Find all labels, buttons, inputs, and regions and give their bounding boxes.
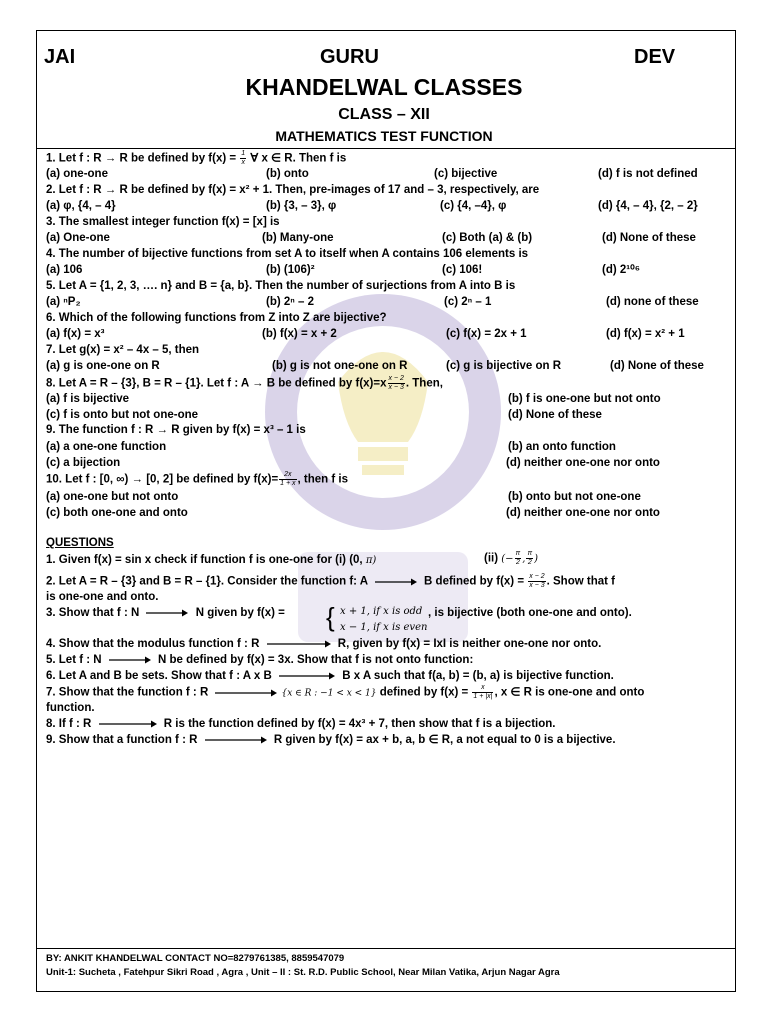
question-8-pre: 8. If f : R — [46, 718, 92, 730]
mcq-1-stem — [46, 150, 346, 167]
footer-divider — [36, 948, 736, 949]
mcq-6-option-c: (c) f(x) = 2x + 1 — [446, 328, 527, 340]
mcq-7-stem: 7. Let g(x) = x² – 4x – 5, then — [46, 344, 200, 356]
question-3-tail: , is bijective (both one-one and onto). — [428, 607, 632, 619]
mcq-4-option-c: (c) 106! — [442, 264, 483, 276]
interval-close: ) — [534, 553, 539, 565]
interval-comma: , — [522, 553, 526, 565]
mcq-1-fraction — [240, 150, 246, 167]
mcq-10-option-a: (a) one-one but not onto — [46, 491, 179, 503]
mcq-7-option-d: (d) None of these — [610, 360, 704, 372]
question-9-pre: 9. Show that a function f : R — [46, 734, 198, 746]
question-9 — [46, 733, 616, 747]
question-4-post: R, given by f(x) = IxI is neither one-one nor onto. — [337, 638, 602, 650]
fraction-denominator: x — [241, 159, 245, 166]
pi-symbol: π) — [365, 555, 377, 566]
mcq-1-option-a: (a) one-one — [46, 168, 108, 180]
fraction-numerator: π — [527, 550, 533, 557]
class-label: CLASS – XII — [338, 106, 430, 123]
fraction-denominator: 1 + |x| — [473, 693, 493, 700]
question-5-pre: 5. Let f : N — [46, 654, 102, 666]
question-3-mid: N given by f(x) = — [195, 607, 285, 619]
question-7-line2: function. — [46, 702, 95, 714]
fraction-denominator: x − 3 — [529, 582, 545, 589]
interval-fraction-1 — [515, 550, 522, 567]
fraction-numerator: x − 2 — [529, 573, 545, 580]
arrow-icon — [146, 609, 188, 617]
question-2-pre: 2. Let A = R – {3} and B = R – {1}. Consider the function f: A — [46, 575, 368, 588]
header-guru: GURU — [320, 46, 379, 68]
mcq-10-tail: , then f is — [297, 473, 349, 486]
mcq-8-option-a: (a) f is bijective — [46, 393, 130, 405]
mcq-1-text: 1. Let f : R → R be defined by f(x) = — [46, 152, 237, 165]
mcq-8-option-c: (c) f is onto but not one-one — [46, 409, 199, 421]
header-jai: JAI — [44, 46, 76, 68]
test-subtitle: MATHEMATICS TEST FUNCTION — [275, 128, 493, 144]
mcq-8-stem — [46, 375, 443, 392]
mcq-1-option-b: (b) onto — [266, 168, 309, 180]
mcq-4-option-d: (d) 2¹⁰⁶ — [602, 264, 641, 276]
mcq-3-option-c: (c) Both (a) & (b) — [442, 232, 533, 244]
part-ii-label: (ii) — [484, 552, 499, 565]
interval-fraction-2 — [526, 550, 533, 567]
mcq-6-stem: 6. Which of the following functions from Z into Z are bijective? — [46, 312, 387, 324]
mcq-10-option-c: (c) both one-one and onto — [46, 507, 188, 519]
mcq-10-option-b: (b) onto but not one-one — [508, 491, 641, 503]
mcq-9-stem: 9. The function f : R → R given by f(x) = x³ – 1 is — [46, 424, 306, 436]
piecewise-case-1: x + 1, if x is odd — [340, 606, 423, 617]
question-7 — [46, 684, 644, 701]
question-2-fraction — [528, 573, 545, 590]
mcq-2-option-d: (d) {4, – 4}, {2, – 2} — [598, 200, 698, 212]
question-6-post: B x A such that f(a, b) = (b, a) is bijective function. — [342, 670, 614, 682]
mcq-10-fraction — [279, 471, 296, 488]
footer-address: Unit-1: Sucheta , Fatehpur Sikri Road , Agra , Unit – II : St. R.D. Public School, Near Milan Vatika, Arjun Nagar Agra — [46, 967, 560, 978]
question-1 — [46, 553, 376, 568]
question-3 — [46, 606, 285, 620]
question-4 — [46, 637, 601, 651]
question-7-mid: defined by f(x) = — [379, 686, 469, 699]
question-7-set: {x ∈ R : −1 < x < 1} — [281, 688, 377, 699]
interval-open: (− — [501, 553, 514, 565]
arrow-icon — [205, 736, 267, 744]
mcq-3-option-b: (b) Many-one — [262, 232, 334, 244]
footer-author-contact: BY: ANKIT KHANDELWAL CONTACT NO=8279761385, 8859547079 — [46, 953, 345, 964]
question-2-tail: . Show that f — [546, 575, 615, 588]
mcq-9-option-d: (d) neither one-one nor onto — [506, 457, 660, 469]
question-1-text: 1. Given f(x) = sin x check if function f is one-one for (i) (0, — [46, 554, 363, 566]
arrow-icon — [267, 640, 331, 648]
mcq-1-option-d: (d) f is not defined — [598, 168, 698, 180]
mcq-9-option-b: (b) an onto function — [508, 441, 616, 453]
mcq-5-option-d: (d) none of these — [606, 296, 699, 308]
mcq-5-option-a: (a) ⁿP₂ — [46, 296, 81, 308]
mcq-8-text: 8. Let A = R – {3}, B = R – {1}. Let f : A → B be defined by f(x)=x — [46, 377, 387, 390]
mcq-5-stem: 5. Let A = {1, 2, 3, …. n} and B = {a, b}. Then the number of surjections from A into B is — [46, 280, 516, 292]
fraction-denominator: 2 — [527, 559, 532, 566]
fraction-numerator: x — [472, 684, 493, 693]
mcq-3-stem: 3. The smallest integer function f(x) = [x] is — [46, 216, 280, 228]
mcq-2-option-c: (c) {4, –4}, φ — [440, 200, 507, 212]
question-6-pre: 6. Let A and B be sets. Show that f : A x B — [46, 670, 272, 682]
mcq-6-option-a: (a) f(x) = x³ — [46, 328, 105, 340]
mcq-2-option-b: (b) {3, – 3}, φ — [266, 200, 337, 212]
arrow-icon — [215, 689, 277, 697]
fraction-numerator: π — [515, 550, 521, 557]
mcq-4-option-a: (a) 106 — [46, 264, 83, 276]
mcq-6-option-d: (d) f(x) = x² + 1 — [606, 328, 685, 340]
fraction-denominator: 2 — [515, 559, 520, 566]
question-7-fraction — [472, 684, 493, 701]
fraction-numerator: x − 2 — [388, 375, 404, 382]
question-1-interval — [484, 550, 538, 567]
mcq-10-text: 10. Let f : [0, ∞) → [0, 2] be defined by f(x)= — [46, 473, 279, 486]
mcq-4-stem: 4. The number of bijective functions from set A to itself when A contains 106 elements is — [46, 248, 529, 260]
mcq-5-option-c: (c) 2ⁿ – 1 — [444, 296, 492, 308]
mcq-4-option-b: (b) (106)² — [266, 264, 315, 276]
question-7-pre: 7. Show that the function f : R — [46, 686, 209, 699]
mcq-8-fraction — [388, 375, 405, 392]
mcq-9-option-a: (a) a one-one function — [46, 441, 167, 453]
question-5 — [46, 653, 473, 667]
mcq-10-option-d: (d) neither one-one nor onto — [506, 507, 660, 519]
mcq-7-option-a: (a) g is one-one on R — [46, 360, 160, 372]
mcq-5-option-b: (b) 2ⁿ – 2 — [266, 296, 315, 308]
question-6 — [46, 669, 614, 683]
question-2-post: B defined by f(x) = — [424, 575, 525, 588]
question-3-pre: 3. Show that f : N — [46, 607, 140, 619]
arrow-icon — [279, 672, 335, 680]
piecewise-case-2: x − 1, if x is even — [340, 622, 428, 633]
arrow-icon — [99, 720, 157, 728]
mcq-10-stem — [46, 471, 348, 488]
header-dev: DEV — [634, 46, 676, 68]
question-4-pre: 4. Show that the modulus function f : R — [46, 638, 260, 650]
question-8-post: R is the function defined by f(x) = 4x³ + 7, then show that f is a bijection. — [163, 718, 556, 730]
arrow-icon — [375, 578, 417, 586]
question-7-tail: , x ∈ R is one-one and onto — [494, 686, 645, 699]
question-2-line2: is one-one and onto. — [46, 591, 159, 603]
mcq-2-stem: 2. Let f : R → R be defined by f(x) = x² + 1. Then, pre-images of 17 and – 3, respectively, are — [46, 184, 540, 196]
page-title: KHANDELWAL CLASSES — [245, 74, 523, 100]
question-2 — [46, 573, 615, 590]
questions-heading: QUESTIONS — [46, 537, 114, 549]
mcq-7-option-b: (b) g is not one-one on R — [272, 360, 408, 372]
mcq-3-option-d: (d) None of these — [602, 232, 696, 244]
mcq-7-option-c: (c) g is bijective on R — [446, 360, 562, 372]
fraction-numerator: 2x — [279, 471, 296, 480]
mcq-6-option-b: (b) f(x) = x + 2 — [262, 328, 337, 340]
fraction-denominator: x − 3 — [388, 384, 404, 391]
mcq-1-tail: ∀ x ∈ R. Then f is — [250, 152, 347, 165]
question-8 — [46, 717, 555, 731]
mcq-2-option-a: (a) φ, {4, – 4} — [46, 200, 116, 212]
fraction-numerator: 1 — [241, 150, 246, 157]
mcq-8-tail: . Then, — [405, 377, 443, 390]
mcq-8-option-b: (b) f is one-one but not onto — [508, 393, 661, 405]
title-divider — [36, 148, 736, 149]
question-5-post: N be defined by f(x) = 3x. Show that f is not onto function: — [158, 654, 474, 666]
fraction-denominator: 1 + x — [280, 480, 296, 487]
mcq-9-option-c: (c) a bijection — [46, 457, 121, 469]
mcq-8-option-d: (d) None of these — [508, 409, 602, 421]
arrow-icon — [109, 656, 151, 664]
question-9-post: R given by f(x) = ax + b, a, b ∈ R, a not equal to 0 is a bijective. — [273, 734, 616, 746]
mcq-1-option-c: (c) bijective — [434, 168, 498, 180]
mcq-3-option-a: (a) One-one — [46, 232, 110, 244]
piecewise-brace: { — [326, 602, 335, 632]
